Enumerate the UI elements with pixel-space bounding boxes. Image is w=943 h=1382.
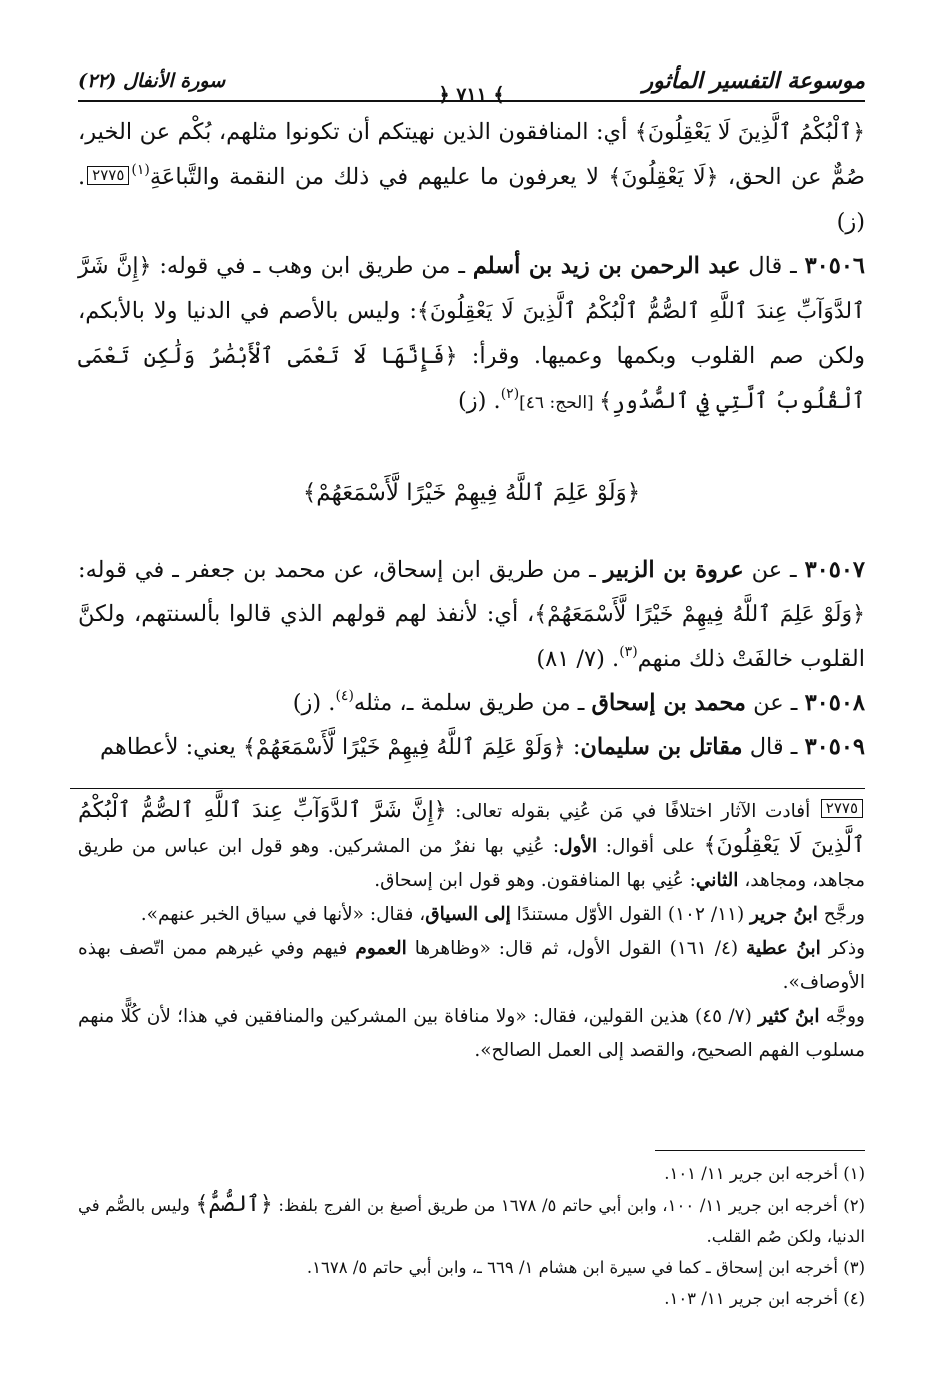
commentary-para-3 [78, 932, 865, 1000]
text: على أقوال: [597, 836, 704, 857]
text: ـ عن [745, 690, 805, 716]
text: . (ز) [78, 164, 865, 235]
footnote-ref: (٢) [500, 386, 520, 402]
verse-heading: ﴿وَلَوْ عَلِمَ ٱللَّهُ فِيهِمْ خَيْرًا لَّأَسْمَعَهُمْ﴾ [302, 480, 641, 506]
text: لا يعرفون ما عليهم في ذلك من النقمة والتَّباعَةِ [149, 164, 609, 190]
commentary-para-2 [78, 898, 865, 932]
text: ـ عن [743, 557, 805, 583]
quran-quote: ﴿وَلَوْ عَلِمَ ٱللَّهُ فِيهِمْ خَيْرًا لَّأَسْمَعَهُمْ﴾ [242, 735, 566, 760]
quran-quote: ﴿ٱلْبُكْمُ ٱلَّذِينَ لَا يَعْقِلُونَ﴾ [634, 120, 866, 145]
quran-quote: ﴿إِنَّ شَرَّ ٱلدَّوَآبِّ عِندَ ٱللَّهِ ٱلصُّمُّ ٱلْبُكْمُ ٱلَّذِينَ لَا يَعْقِلُونَ﴾ [78, 798, 865, 858]
opinion-label: الثاني [695, 870, 739, 891]
opinion-label: الأول [559, 836, 598, 857]
text: وذكر [820, 938, 866, 959]
quran-quote: ﴿ٱلصُّمُّ﴾ [195, 1192, 273, 1217]
commentary-number-box: ٢٧٧٥ [821, 799, 863, 818]
text: أي: المنافقون الذين نهيتكم أن تكونوا مثلهم، بُكْم عن الخير، صُمٌّ عن الحق، [78, 119, 865, 190]
footnote-4: (٤) أخرجه ابن جرير ١١/ ١٠٣. [664, 1289, 865, 1308]
narration-number: ٣٠٥٠٩ [804, 734, 865, 760]
commentary-ref-box: ٢٧٧٥ [87, 166, 129, 185]
narrator-name: عبد الرحمن بن زيد بن أسلم [472, 253, 741, 279]
narration-number: ٣٠٥٠٦ [804, 253, 865, 279]
intro-paragraph [78, 110, 865, 244]
footnote-3: (٣) أخرجه ابن إسحاق ـ كما في سيرة ابن هشام ١/ ٦٦٩ ـ، وابن أبي حاتم ٥/ ١٦٧٨. [306, 1258, 865, 1277]
text: (٤/ ١٦١) القول الأول، ثم قال: «وظاهرها [406, 938, 747, 959]
narration-30509 [78, 725, 865, 770]
text: ـ من طريق سلمة ـ، مثله [353, 690, 592, 716]
text: ، أي: لأنفذ لهم قولهم الذي قالوا بألسنتهم، ولكنَّ القلوب خالفَتْ ذلك منهم [78, 601, 865, 672]
text: ـ قال [740, 253, 805, 279]
text: أفادت الآثار اختلافًا في مَن عُنِي بقوله تعالى: [446, 801, 819, 822]
footnote-ref: (٤) [335, 688, 354, 704]
narrator-name: مقاتل بن سليمان [580, 734, 743, 760]
page-number: ﴾ ٧١١ ﴿ [438, 84, 505, 106]
text: (١١/ ١٠٢) القول الأوّل مستندًا [510, 904, 751, 925]
scholar-name: ابنُ عطية [746, 938, 821, 959]
scholar-name: ابنُ كثير [758, 1006, 820, 1027]
bold-term: إلى السياق [425, 904, 511, 925]
text: (٢) أخرجه ابن جرير ١١/ ١٠٠، وابن أبي حاتم ٥/ ١٦٧٨ من طريق أصبغ بن الفرج بلفظ: [272, 1196, 865, 1215]
footnote-2 [78, 1189, 865, 1252]
scholar-name: ابنُ جرير [750, 904, 818, 925]
narration-30506 [78, 244, 865, 425]
surah-ref: [الحج: ٤٦] [519, 393, 600, 413]
narrator-name: عروة بن الزبير [603, 557, 744, 583]
footnote-ref: (٣) [619, 644, 638, 660]
text: : [565, 734, 581, 760]
text: (٧/ ٤٥) هذين القولين، فقال: «ولا منافاة بين المشركين والمنافقين في هذا؛ لأن كُلًّا منهم مسلوب الفهم الصحيح، والقصد إلى العمل الصالح». [78, 1006, 865, 1061]
text: ورجَّح [817, 904, 865, 925]
text: ـ من طريق ابن إسحاق، عن محمد بن جعفر ـ في قوله: [78, 557, 604, 583]
text: ـ من طريق ابن وهب ـ في قوله: [151, 253, 473, 279]
footnotes [78, 1158, 865, 1314]
commentary-block [78, 794, 865, 1068]
text: فيهم وفي غيرهم ممن اتّصف بهذه الأوصاف». [78, 938, 865, 993]
commentary-para-4 [78, 1000, 865, 1068]
text: يعني: لأعطاهم [100, 734, 243, 760]
quran-quote: ﴿لَا يَعْقِلُونَ﴾ [608, 165, 719, 190]
text: وليس بالصُّم في الدنيا، ولكن صُم القلب. [78, 1196, 865, 1246]
surah-name: سورة الأنفال (٢٢) [78, 70, 226, 92]
main-text-top [78, 110, 865, 425]
footnote-rule [655, 1150, 865, 1151]
text: : عُنِي بها نفرٌ من المشركين. وهو قول ابن عباس من طريق مجاهد، ومجاهد، [78, 836, 865, 891]
text: ـ قال [742, 734, 805, 760]
header-rule [78, 100, 865, 102]
narrator-name: محمد بن إسحاق [591, 690, 746, 716]
narration-number: ٣٠٥٠٧ [804, 557, 865, 583]
bold-term: العموم [355, 938, 407, 959]
text: ، فقال: «لأنها في سياق الخبر عنهم». [140, 904, 426, 925]
book-title: موسوعة التفسير المأثور [642, 68, 865, 94]
footnote-1: (١) أخرجه ابن جرير ١١/ ١٠١. [664, 1164, 865, 1183]
text: . (ز) [292, 690, 336, 716]
text: : وليس بالأصم في الدنيا ولا بالأبكم، ولكن صم القلوب وبكمها وعميها. وقرأ: [78, 298, 865, 369]
text: ووجَّه [819, 1006, 865, 1027]
quran-quote: ﴿وَلَوْ عَلِمَ ٱللَّهُ فِيهِمْ خَيْرًا لَّأَسْمَعَهُمْ﴾ [534, 602, 865, 627]
quran-quote: ﴿إِنَّ شَرَّ ٱلدَّوَآبِّ عِندَ ٱللَّهِ ٱلصُّمُّ ٱلْبُكْمُ ٱلَّذِينَ لَا يَعْقِلُونَ﴾ [78, 254, 866, 324]
page-header [78, 62, 865, 106]
narration-30507 [78, 548, 865, 681]
narration-number: ٣٠٥٠٨ [804, 690, 865, 716]
text: . (ز) [457, 388, 501, 414]
quran-quote: ﴿فَإِنَّهَا لَا تَعْمَى ٱلْأَبْصَٰرُ وَلَٰكِن تَعْمَى ٱلْقُلُوبُ ٱلَّتِي فِي ٱلصُّدُورِ﴾ [78, 344, 865, 414]
text: . (٧/ ٨١) [536, 646, 620, 672]
footnote-ref: (١) [131, 162, 150, 178]
text: : عُنِي بها المنافقون. وهو قول ابن إسحاق. [374, 870, 696, 891]
main-text-bottom [78, 548, 865, 770]
narration-30508 [78, 681, 865, 725]
commentary-para-1 [78, 794, 865, 898]
commentary-rule [70, 788, 865, 789]
